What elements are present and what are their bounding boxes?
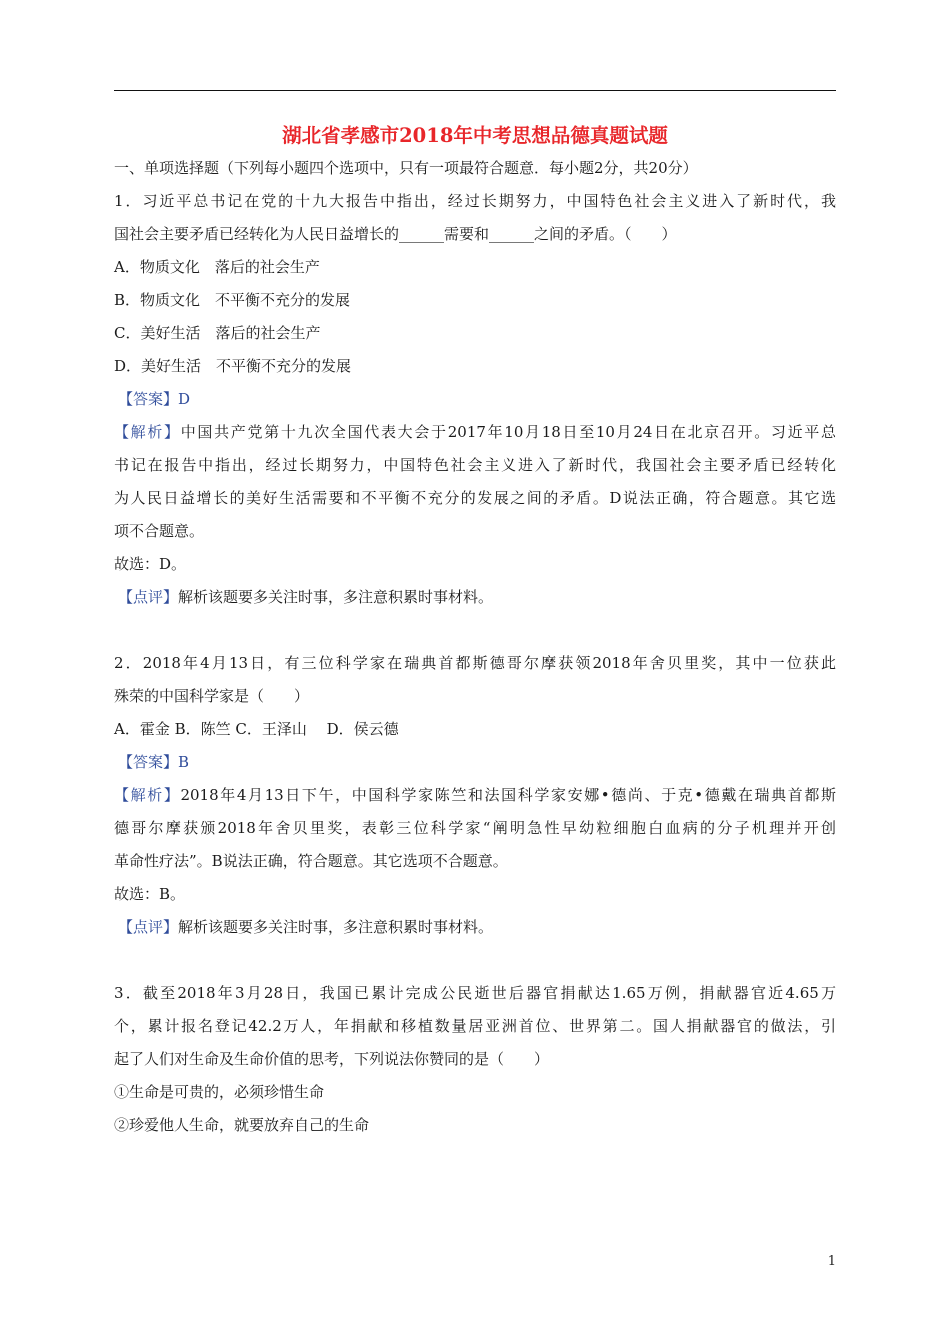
q2-answer-value: B	[178, 753, 190, 771]
q1-analysis-text-1: 中国共产党第十九次全国代表大会于2017年10月18日至10月24日在北京召开。习近平总	[180, 423, 836, 441]
q3-stem-line-1: 3．截至2018年3月28日，我国已累计完成公民逝世后器官捐献达1.65万例，捐献器官近4.65万	[114, 984, 836, 1002]
answer-label: 【答案】	[118, 753, 179, 771]
q1-option-d: D．美好生活 不平衡不充分的发展	[114, 357, 352, 375]
q1-stem-line-1: 1．习近平总书记在党的十九大报告中指出，经过长期努力，中国特色社会主义进入了新时代，我	[114, 192, 836, 210]
q1-option-b: B．物质文化 不平衡不充分的发展	[114, 291, 351, 309]
q1-analysis-line-1	[114, 416, 836, 449]
analysis-label: 【解析】	[114, 423, 181, 441]
header-rule	[114, 90, 836, 91]
section-heading: 一、单项选择题（下列每小题四个选项中，只有一项最符合题意．每小题2分，共20分）	[114, 159, 698, 177]
q2-analysis-line-1	[114, 779, 836, 812]
q3-stem-line-2: 个，累计报名登记42.2万人，年捐献和移植数量居亚洲首位、世界第二。国人捐献器官的做法，引	[114, 1017, 836, 1035]
q1-answer	[114, 383, 836, 416]
q1-stem-line-2: 国社会主要矛盾已经转化为人民日益增长的______需要和______之间的矛盾。（ ）	[114, 225, 677, 243]
q2-stem-line-1: 2．2018年4月13日，有三位科学家在瑞典首都斯德哥尔摩获领2018年舍贝里奖，其中一位获此	[114, 654, 836, 672]
q1-analysis-line-2: 书记在报告中指出，经过长期努力，中国特色社会主义进入了新时代，我国社会主要矛盾已经转化	[114, 456, 836, 474]
q1-analysis-line-3: 为人民日益增长的美好生活需要和不平衡不充分的发展之间的矛盾。D说法正确，符合题意。其它选	[114, 489, 836, 507]
document-body	[114, 118, 836, 1142]
q1-option-c: C．美好生活 落后的社会生产	[114, 324, 321, 342]
q2-analysis-line-2: 德哥尔摩获颁2018年舍贝里奖，表彰三位科学家“阐明急性早幼粒细胞白血病的分子机理并开创	[114, 819, 836, 837]
q1-answer-value: D	[178, 390, 191, 408]
q1-choice: 故选：D。	[114, 555, 187, 573]
q2-options: A．霍金 B．陈竺 C．王泽山 D．侯云德	[114, 720, 399, 738]
spacer	[114, 614, 836, 647]
q1-analysis-line-4: 项不合题意。	[114, 522, 205, 540]
q2-analysis-text-1: 2018年4月13日下午，中国科学家陈竺和法国科学家安娜•德尚、于克•德戴在瑞典首都斯	[180, 786, 836, 804]
comment-label: 【点评】	[118, 588, 179, 606]
q2-answer	[114, 746, 836, 779]
q3-item-1: ①生命是可贵的，必须珍惜生命	[114, 1083, 325, 1101]
spacer	[114, 944, 836, 977]
analysis-label: 【解析】	[114, 786, 181, 804]
q1-option-a: A．物质文化 落后的社会生产	[114, 258, 320, 276]
q2-choice: 故选：B。	[114, 885, 186, 903]
q2-stem-line-2: 殊荣的中国科学家是（ ）	[114, 687, 310, 705]
q3-item-2: ②珍爱他人生命，就要放弃自己的生命	[114, 1116, 370, 1134]
q3-stem-line-3: 起了人们对生命及生命价值的思考，下列说法你赞同的是（ ）	[114, 1050, 550, 1068]
q1-comment	[114, 581, 836, 614]
q1-comment-text: 解析该题要多关注时事，多注意积累时事材料。	[178, 588, 494, 606]
answer-label: 【答案】	[118, 390, 179, 408]
q2-comment	[114, 911, 836, 944]
page-number: 1	[827, 1254, 836, 1269]
q2-comment-text: 解析该题要多关注时事，多注意积累时事材料。	[178, 918, 494, 936]
page-title: 湖北省孝感市2018年中考思想品德真题试题	[282, 124, 668, 147]
comment-label: 【点评】	[118, 918, 179, 936]
q2-analysis-line-3: 革命性疗法”。B说法正确，符合题意。其它选项不合题意。	[114, 852, 508, 870]
